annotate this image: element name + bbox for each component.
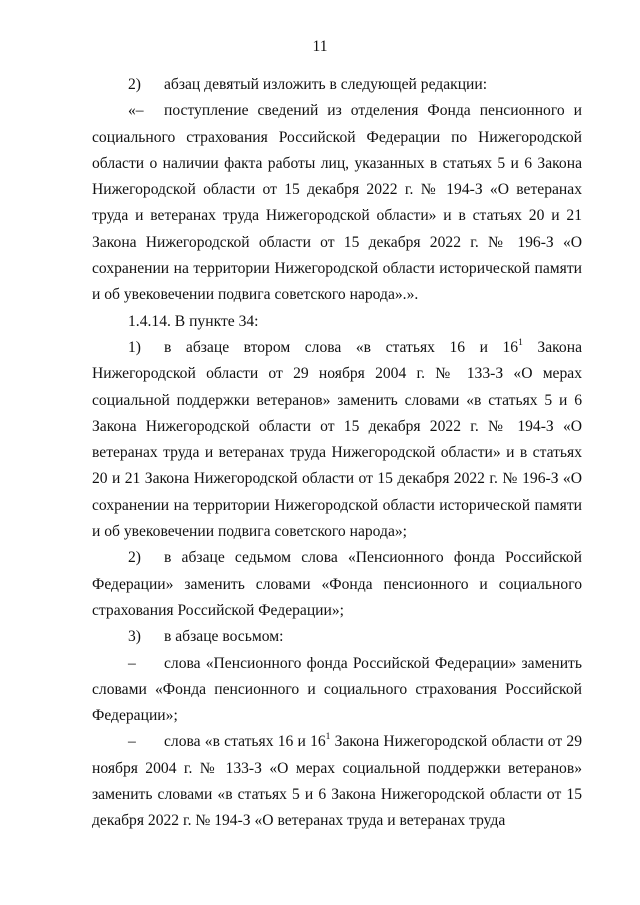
item-text: слова «в статьях 16 и 16 [164,733,326,751]
item-text: поступление сведений из отделения Фонда пенсионного и социального страхования Российской Федерации по Нижегородской области о наличии факта работы лиц, указанных в статьях 5 и 6 Закона Нижегородской области от 15 декабря 2022 г. № 194-З «О ветеранах труда и ветеранах труда Нижегородской области» и в статьях 20 и 21 Закона Нижегородской области от 15 декабря 2022 г. № 196-З «О сохранении на территории Нижегородской области исторической памяти и об увековечении подвига советского народа».». [92,102,582,304]
superscript: 1 [518,337,523,348]
list-item [92,545,582,624]
item-text: в абзаце втором слова «в статьях 16 и 16 [164,338,519,356]
item-marker: «– [128,102,144,120]
list-item [92,729,582,834]
document-body [92,72,582,835]
item-text: абзац девятый изложить в следующей редакции: [164,76,488,93]
list-item [92,624,582,650]
item-marker: 2) [128,549,141,567]
list-item [92,72,582,98]
list-item [92,335,582,545]
item-marker: 1) [128,338,141,356]
section-heading: 1.4.14. В пункте 34: [128,312,259,330]
item-text: в абзаце седьмом слова «Пенсионного фонда Российской Федерации» заменить словами «Фонда пенсионного и социального страхования Российской Федерации»; [92,549,582,619]
superscript: 1 [325,732,331,743]
item-text: Закона Нижегородской области от 29 ноября 2004 г. № 133-З «О мерах социальной поддержки ветеранов» заменить словами «в статьях 5 и 6 Закона Нижегородской области от 15 декабря 2022 г. № 194-З «О ветеранах труда и ветеранах труда [92,733,583,830]
page-number: 11 [312,38,328,55]
item-marker: 2) [128,76,141,93]
item-marker: 3) [128,628,141,646]
list-item [92,98,582,308]
item-text: слова «Пенсионного фонда Российской Федерации» заменить словами «Фонда пенсионного и социального страхования Российской Федерации»; [92,654,582,725]
item-text: Закона Нижегородской области от 29 ноября 2004 г. № 133-З «О мерах социальной поддержки ветеранов» заменить словами «в статьях 5 и 6 Закона Нижегородской области от 15 декабря 2022 г. № 194-З «О ветеранах труда и ветеранах труда Нижегородской области» и в статьях 20 и 21 Закона Нижегородской области от 15 декабря 2022 г. № 196-З «О сохранении на территории Нижегородской области исторической памяти и об увековечении подвига советского народа»; [92,338,582,541]
item-marker: – [128,733,136,751]
item-marker: – [128,654,136,672]
list-item [92,651,582,730]
item-text: в абзаце восьмом: [164,628,284,646]
